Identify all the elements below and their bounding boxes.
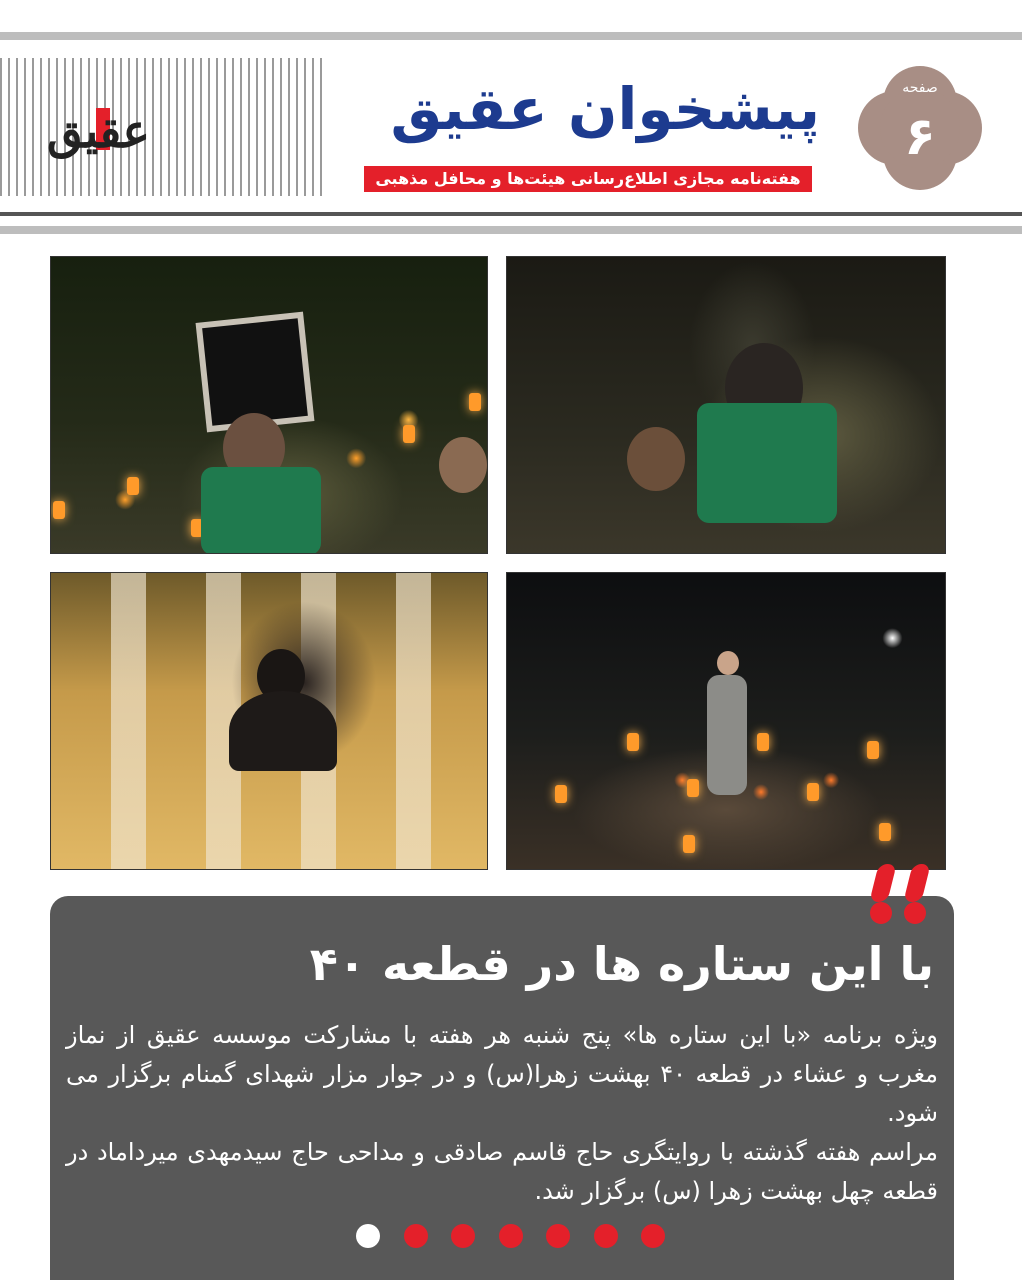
masthead-subtitle: هفته‌نامه مجازی اطلاع‌رسانی هیئت‌ها و محافل مذهبی xyxy=(364,166,812,192)
speaker-with-green-scarf-photo xyxy=(506,256,946,554)
carousel-indicator xyxy=(356,1224,666,1250)
page-label: صفحه xyxy=(902,80,938,96)
carousel-dot[interactable] xyxy=(404,1224,428,1248)
carousel-dot[interactable] xyxy=(499,1224,523,1248)
article-paragraph-1: ویژه برنامه «با این ستاره ها» پنج شنبه هر هفته با مشارکت موسسه عقیق از نماز مغرب و عشاء در قطعه ۴۰ بهشت زهرا(س) و در جوار مزار شهدای گمنام برگزار می شود. xyxy=(66,1021,939,1127)
article-paragraph-2: مراسم هفته گذشته با روایتگری حاج قاسم صادقی و مداحی حاج سیدمهدی میرداماد در قطعه چهل بهشت زهرا (س) برگزار شد. xyxy=(66,1138,938,1205)
header-divider xyxy=(0,212,1022,216)
top-rule xyxy=(0,32,1022,40)
carousel-dot[interactable] xyxy=(546,1224,570,1248)
article-headline: با این ستاره ها در قطعه ۴۰ xyxy=(309,937,934,991)
gathering-with-lanterns-photo xyxy=(506,572,946,870)
carousel-dot[interactable] xyxy=(641,1224,665,1248)
page-number-badge xyxy=(858,66,982,190)
article-body xyxy=(66,1016,938,1211)
cemetery-woman-photo xyxy=(50,572,488,870)
page-number: ۶ xyxy=(904,107,936,167)
bottom-rule xyxy=(0,226,1022,234)
speaker-at-night-photo xyxy=(50,256,488,554)
carousel-dot[interactable] xyxy=(356,1224,380,1248)
masthead-title: پیشخوان عقیق xyxy=(390,75,820,143)
carousel-dot[interactable] xyxy=(451,1224,475,1248)
brand-logo-text: عقیق xyxy=(47,104,150,158)
brand-logo xyxy=(40,96,160,166)
carousel-dot[interactable] xyxy=(594,1224,618,1248)
